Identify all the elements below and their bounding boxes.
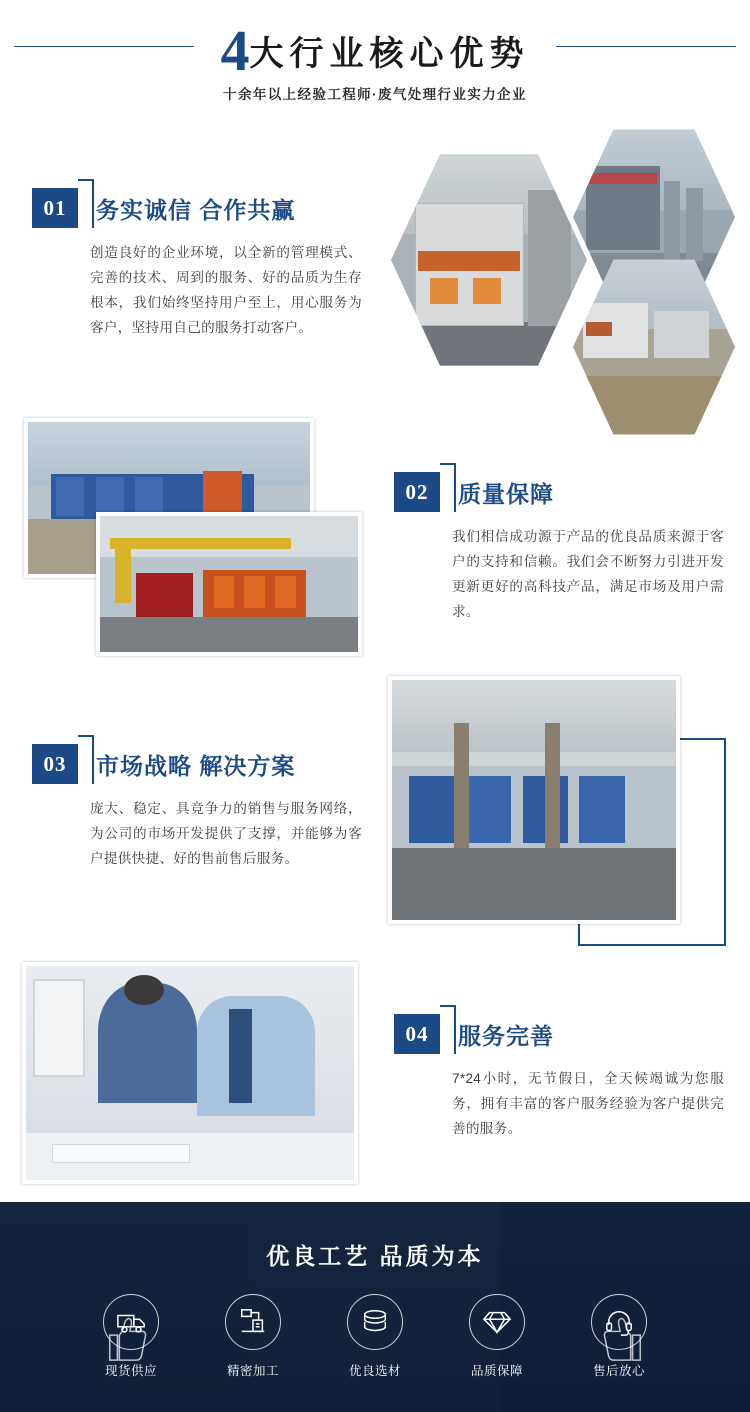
section-01-body: 创造良好的企业环境，以全新的管理模式、完善的技术、周到的服务、好的品质为生存根本，我们始终坚持用户至上，用心服务为客户，坚持用自己的服务打动客户。 xyxy=(90,245,362,335)
section-04 xyxy=(394,1014,724,1141)
footer-label-2: 优良选材 xyxy=(348,1364,401,1378)
section-02-number: 02 xyxy=(394,472,440,512)
photo-outdoor-plant xyxy=(573,256,735,438)
section-03-title: 市场战略 解决方案 xyxy=(96,752,296,779)
photo-workshop-booths xyxy=(388,676,680,924)
footer-label-3: 品质保障 xyxy=(470,1364,523,1378)
section-01-corner-accent xyxy=(78,179,94,228)
page-title xyxy=(220,18,530,83)
diamond-icon xyxy=(469,1294,525,1350)
section-02 xyxy=(394,472,724,624)
footer-item-precision-machining xyxy=(212,1294,294,1379)
section-04-title: 服务完善 xyxy=(458,1022,554,1049)
header-big-number: 4 xyxy=(220,18,248,83)
header-subtitle: 十余年以上经验工程师·废气处理行业实力企业 xyxy=(223,87,527,102)
footer-item-quality-material xyxy=(334,1294,416,1379)
section-01-number: 01 xyxy=(32,188,78,228)
footer-feature-list xyxy=(0,1294,750,1379)
section-02-corner-accent xyxy=(440,463,456,512)
section-04-badge xyxy=(394,1014,724,1054)
footer-item-stock-supply xyxy=(90,1294,172,1379)
footer-label-1: 精密加工 xyxy=(226,1364,279,1378)
section-02-title: 质量保障 xyxy=(458,480,554,507)
section-04-number: 04 xyxy=(394,1014,440,1054)
photo-furnace-line xyxy=(96,512,362,656)
section-03 xyxy=(32,744,362,871)
photo-equipment-indoor xyxy=(391,150,587,370)
section-02-body: 我们相信成功源于产品的优良品质来源于客户的支持和信赖。我们会不断努力引进开发更新更好的高科技产品，满足市场及用户需求。 xyxy=(452,529,724,619)
section-03-badge xyxy=(32,744,362,784)
footer-title: 优良工艺 品质为本 xyxy=(266,1243,484,1269)
headset-icon xyxy=(591,1294,647,1350)
section-04-body: 7*24小时，无节假日，全天候竭诚为您服务，拥有丰富的客户服务经验为客户提供完善的服务。 xyxy=(452,1071,724,1136)
truck-icon xyxy=(103,1294,159,1350)
machine-icon xyxy=(225,1294,281,1350)
footer-item-quality-assurance xyxy=(456,1294,538,1379)
footer-banner xyxy=(0,1202,750,1412)
photo-customer-service-team xyxy=(22,962,358,1184)
footer-label-4: 售后放心 xyxy=(592,1364,645,1378)
layers-icon xyxy=(347,1294,403,1350)
footer-label-0: 现货供应 xyxy=(104,1364,157,1378)
section-01-title: 务实诚信 合作共赢 xyxy=(96,196,296,223)
section-03-corner-accent xyxy=(78,735,94,784)
section-04-corner-accent xyxy=(440,1005,456,1054)
section-03-body: 庞大、稳定、具竞争力的销售与服务网络，为公司的市场开发提供了支撑，并能够为客户提供快捷、好的售前售后服务。 xyxy=(90,801,362,866)
page-header xyxy=(0,0,750,118)
section-02-badge xyxy=(394,472,724,512)
header-title-text: 大行业核心优势 xyxy=(249,35,530,73)
section-03-number: 03 xyxy=(32,744,78,784)
footer-item-after-sales xyxy=(578,1294,660,1379)
section-01-badge xyxy=(32,188,362,228)
section-01 xyxy=(32,188,362,340)
